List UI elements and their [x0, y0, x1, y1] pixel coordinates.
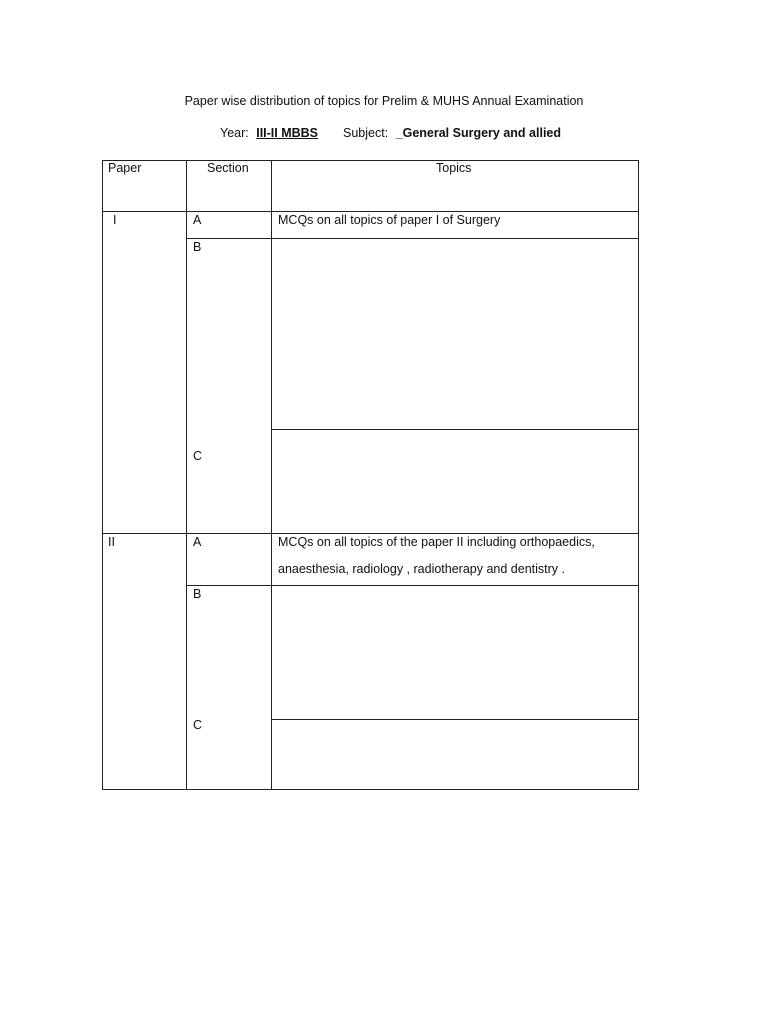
table-border-left — [102, 160, 103, 790]
paper-2-topic-a-line-2: anaesthesia, radiology , radiotherapy and dentistry . — [278, 562, 565, 576]
row-divider-p2-bc — [271, 719, 639, 720]
subject-value: _General Surgery and allied — [395, 126, 562, 140]
header-paper: Paper — [108, 161, 142, 175]
paper-1-label: I — [113, 213, 117, 227]
paper-2-topic-a-line-1: MCQs on all topics of the paper II including orthopaedics, — [278, 535, 595, 549]
header-topics: Topics — [436, 161, 472, 175]
paper-2-section-c: C — [193, 718, 203, 732]
table-border-top — [102, 160, 639, 161]
row-divider-paper-2 — [102, 533, 639, 534]
column-divider-topics — [271, 160, 272, 790]
year-label: Year: — [220, 126, 249, 140]
paper-2-section-b: B — [193, 587, 202, 601]
table-border-right — [638, 160, 639, 790]
document-title: Paper wise distribution of topics for Prelim & MUHS Annual Examination — [184, 94, 584, 108]
paper-1-section-c: C — [193, 449, 203, 463]
subject-label: Subject: — [343, 126, 389, 140]
paper-1-section-a: A — [193, 213, 202, 227]
year-subject-line — [220, 126, 561, 140]
paper-1-topic-a: MCQs on all topics of paper I of Surgery — [278, 213, 501, 227]
table-border-bottom — [102, 789, 639, 790]
row-divider-p1-a — [186, 238, 639, 239]
row-divider-p2-a — [186, 585, 639, 586]
paper-2-label: II — [108, 535, 115, 549]
year-value: III-II MBBS — [256, 126, 319, 140]
paper-2-section-a: A — [193, 535, 202, 549]
row-divider-p1-bc — [271, 429, 639, 430]
row-divider-header — [102, 211, 639, 212]
column-divider-section — [186, 160, 187, 790]
header-section: Section — [207, 161, 249, 175]
paper-1-section-b: B — [193, 240, 202, 254]
